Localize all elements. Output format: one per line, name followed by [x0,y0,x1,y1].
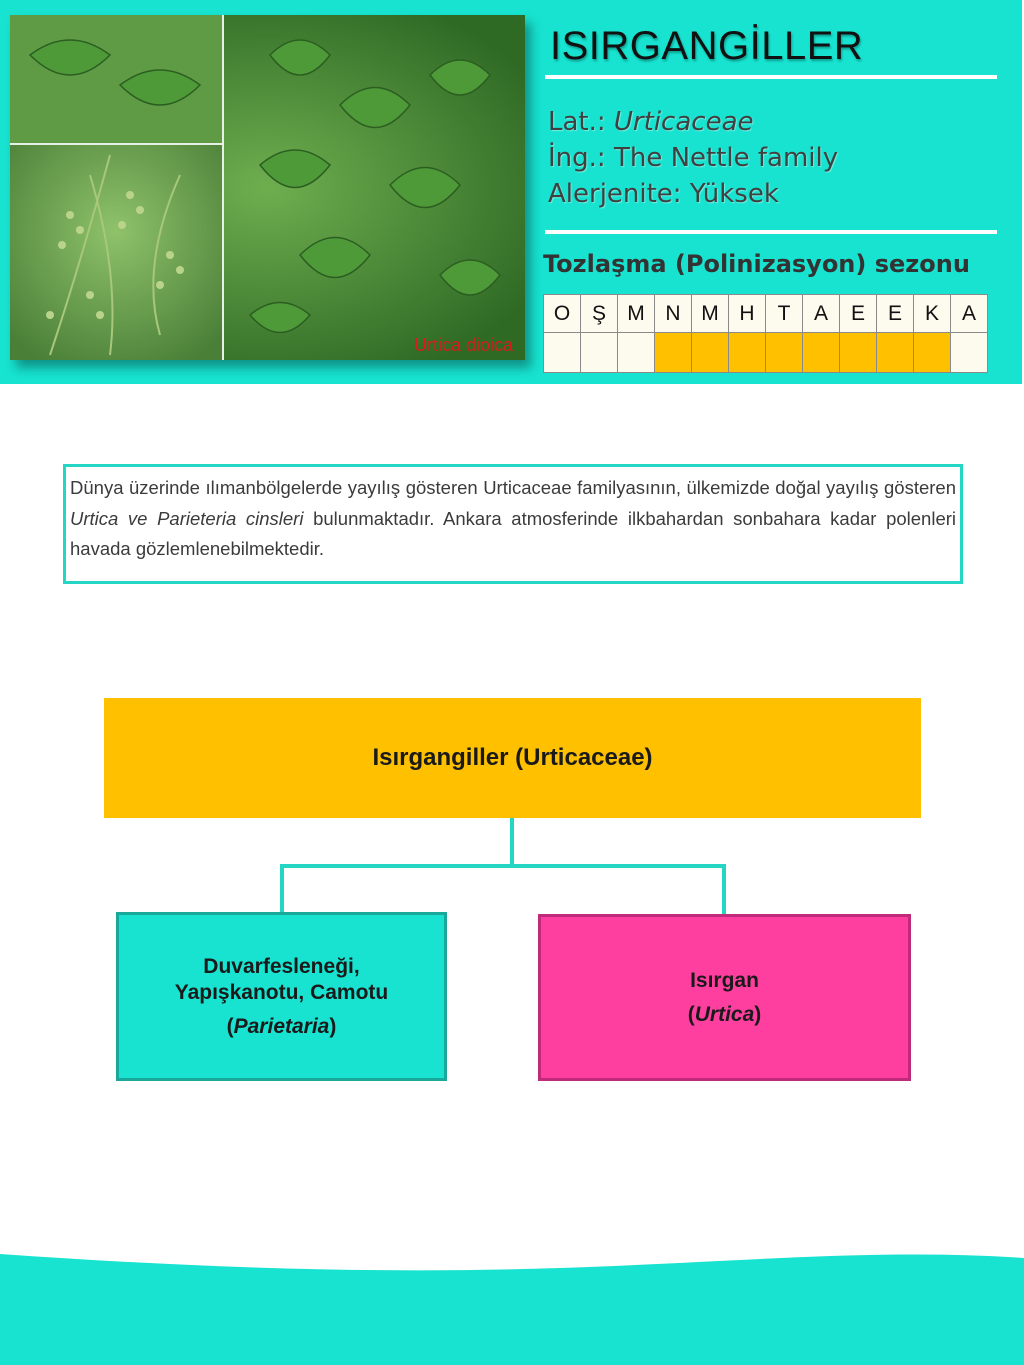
season-cell-inactive [581,333,618,373]
description-box [63,464,963,584]
title-divider [545,75,997,79]
month-cell: A [803,295,840,333]
footer-wave [0,1240,1024,1365]
month-cell: N [655,295,692,333]
info-divider [545,230,997,234]
parietaria-common-names-1: Duvarfesleneği, [203,954,360,978]
description-genera-italic: Urtica ve Parieteria cinsleri [70,507,304,529]
month-cell: Ş [581,295,618,333]
season-cell-inactive [951,333,988,373]
season-cell-active [692,333,729,373]
connector-bar [280,864,726,868]
month-cell: T [766,295,803,333]
pollination-season-title: Tozlaşma (Polinizasyon) sezonu [543,250,970,278]
month-cell: A [951,295,988,333]
english-value: The Nettle family [613,143,839,173]
season-cell-active [766,333,803,373]
english-label: İng.: [548,143,606,173]
latin-name-line [548,107,754,137]
connector-trunk [510,818,514,867]
connector-right [722,864,726,914]
family-node [104,698,921,818]
parietaria-genus-name: Parietaria [233,1014,330,1038]
page-title: ISIRGANGİLLER [550,24,864,68]
month-cell: M [618,295,655,333]
month-cell: E [840,295,877,333]
month-cell: M [692,295,729,333]
urtica-genus [688,1002,762,1028]
english-name-line [548,143,838,173]
description-text-1: Dünya üzerinde ılımanbölgelerde yayılış gösteren Urticaceae familyasının, ülkemizde doğal yayılış gösteren [70,477,956,498]
parietaria-common-names-2: Yapışkanotu, Camotu [174,980,389,1004]
allergenicity-line [548,179,779,209]
pollination-calendar [543,294,988,373]
paren-open: ( [687,1002,695,1026]
season-cell-inactive [618,333,655,373]
genus-node-parietaria [116,912,447,1081]
description-text-2: bulunmaktadır. Ankara atmosferinde ilkbahardan sonbahara kadar polenleri havada gözlemlenebilmektedir. [70,507,957,559]
paren-close: ) [329,1014,337,1038]
genus-node-urtica [538,914,911,1081]
season-cell-active [655,333,692,373]
season-cell-active [840,333,877,373]
urtica-common-name: Isırgan [690,968,759,992]
month-cell: H [729,295,766,333]
month-row [544,295,988,333]
photo-caption: Urtica dioica [413,335,513,355]
season-cell-active [914,333,951,373]
season-cell-active [729,333,766,373]
season-cell-active [877,333,914,373]
paren-open: ( [226,1014,234,1038]
season-mark-row [544,333,988,373]
allergenicity-label: Alerjenite: [548,179,682,209]
month-cell: O [544,295,581,333]
month-cell: E [877,295,914,333]
latin-label: Lat.: [548,107,606,137]
urtica-genus-name: Urtica [694,1002,755,1026]
month-cell: K [914,295,951,333]
allergenicity-value: Yüksek [689,179,779,209]
latin-value: Urticaceae [613,107,754,137]
paren-close: ) [754,1002,762,1026]
family-node-label: Isırgangiller (Urticaceae) [372,744,653,771]
season-cell-inactive [544,333,581,373]
season-cell-active [803,333,840,373]
connector-left [280,864,284,912]
parietaria-genus [227,1014,337,1040]
nettle-photo-collage [10,15,525,360]
